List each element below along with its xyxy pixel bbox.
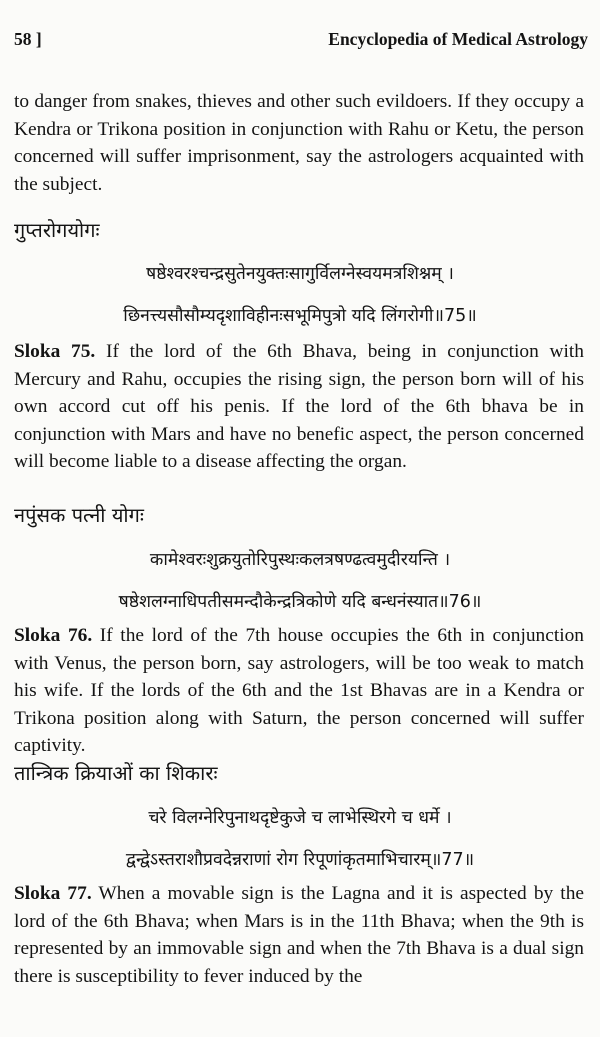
verse-76-line-2: षष्ठेशलग्नाधिपतीसमन्दौकेन्द्रत्रिकोणे यदि बन्धनंस्यात॥76॥: [118, 592, 482, 612]
sloka-76-label: Sloka 76.: [14, 625, 93, 646]
running-title: Encyclopedia of Medical Astrology: [328, 29, 588, 49]
sloka-77-text: When a movable sign is the Lagna and it is aspected by the lord of the 6th Bhava; when Mars is in the 11th Bhava; when the 9th is represented by an immovable sign and when the 7th Bhava is a dual sign there is susceptibility to fever induced by the: [14, 883, 584, 987]
sloka-77-label: Sloka 77.: [14, 883, 92, 904]
page-number: 58 ]: [14, 29, 42, 49]
verse-76-line-1: कामेश्वरःशुक्रयुतोरिपुस्थःकलत्रषण्ढत्वमुदीरयन्ति ।: [149, 550, 451, 570]
section-heading-napumsaka: नपुंसक पत्नी योगः: [14, 503, 144, 527]
sloka-75-paragraph: [14, 338, 584, 476]
page-header: [14, 29, 588, 57]
sloka-75-text: If the lord of the 6th Bhava, being in conjunction with Mercury and Rahu, occupies the rising sign, the person born will of his own accord cut off his penis. If the lord of the 6th bhava be in conjunction with Mars and have no benefic aspect, the person concerned will become liable to a disease affecting the organ.: [14, 341, 584, 472]
sloka-76-paragraph: [14, 622, 584, 760]
verse-75-line-1: षष्ठेश्वरश्चन्द्रसुतेनयुक्तःसागुर्विलग्नेस्वयमत्रशिश्नम् ।: [146, 264, 454, 284]
sloka-75-label: Sloka 75.: [14, 341, 96, 362]
intro-paragraph: to danger from snakes, thieves and other such evildoers. If they occupy a Kendra or Trikona position in conjunction with Rahu or Ketu, the person concerned will suffer imprisonment, say the astrologers acquainted with the subject.: [14, 91, 584, 195]
sloka-77-paragraph: [14, 880, 584, 990]
verse-77-line-2: द्वन्द्वेऽस्तराशौप्रवदेन्नराणां रोग रिपूणांकृतमाभिचारम्॥77॥: [125, 850, 475, 870]
verse-77-line-1: चरे विलग्नेरिपुनाथदृष्टेकुजे च लाभेस्थिरगे च धर्मे ।: [148, 808, 452, 828]
verse-75-line-2: छिनत्त्यसौसौम्यदृशाविहीनःसभूमिपुत्रो यदि लिंगरोगी॥75॥: [123, 306, 477, 326]
sloka-76-text: If the lord of the 7th house occupies the 6th in conjunction with Venus, the person born, say astrologers, will be too weak to match his wife. If the lords of the 6th and the 1st Bhavas are in a Kendra or Trikona position along with Saturn, the person concerned will suffer captivity.: [14, 625, 584, 756]
section-heading-gupta-roga: गुप्तरोगयोगः: [14, 218, 100, 242]
section-heading-tantrika: तान्त्रिक क्रियाओं का शिकारः: [14, 761, 218, 785]
